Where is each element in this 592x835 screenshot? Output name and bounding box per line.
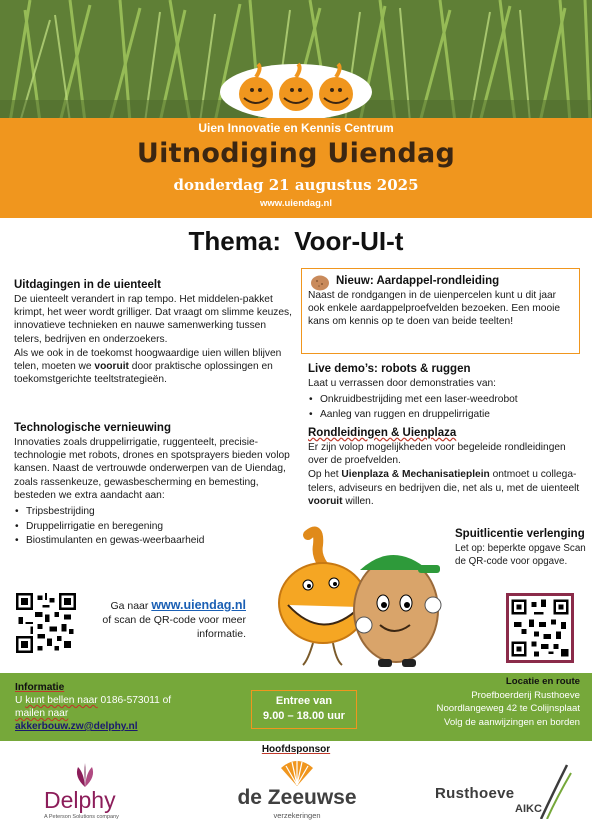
text-span: door praktische oplossingen en toekomstgerichte teeltstrategieën. <box>14 361 273 386</box>
website-link[interactable]: www.uiendag.nl <box>151 598 246 612</box>
main-sponsor-label <box>0 744 592 755</box>
text-span: willen. <box>342 495 374 507</box>
wheat-stalk-icon <box>537 763 573 819</box>
opening-hours-box <box>251 690 357 729</box>
section-heading: Rondleidingen & Uienplaza <box>308 427 457 439</box>
entree-label: Entree van <box>275 695 333 707</box>
organization-name: Uien Innovatie en Kennis Centrum <box>198 121 394 135</box>
paragraph <box>308 468 584 508</box>
header-url-link[interactable]: www.uiendag.nl <box>260 198 332 209</box>
zeeuwse-logo <box>230 758 364 824</box>
zeeuwse-name: de Zeeuwse <box>237 786 357 809</box>
entree-hours: 9.00 – 18.00 uur <box>263 710 345 722</box>
section-live-demos <box>308 362 584 423</box>
paragraph: Let op: beperkte opgave Scan de QR-code voor opgave. <box>455 543 586 568</box>
text-span: U <box>15 695 26 706</box>
delphy-tagline: A Peterson Solutions company <box>44 814 119 820</box>
uikc-logo <box>218 58 374 120</box>
delphy-leaf-icon <box>70 763 100 787</box>
delphy-logo <box>40 763 140 823</box>
list-item: • Onkruidbestrijding met een laser-weedrobot <box>308 393 584 406</box>
list-item: • Tripsbestrijding <box>14 505 300 518</box>
paragraph: De uienteelt verandert in rap tempo. Het middelen-pakket krimpt, het weer wordt grilliger. Dat vraagt om slimme keuzes, innovatieve technieken en nauwe samenwerking tussen telers, bedrijven en onderzoekers. <box>14 294 292 345</box>
bold-text: vooruit <box>308 495 343 507</box>
paragraph: Innovaties zoals druppelirrigatie, ruggenteelt, precisie-technologie met robots, drones en spotsprayers bieden volop kansen. Naast de vertrouwde onderwerpen van de Uiendag, zoals rassenkeuze, gewasbescherming en bemesting, besteden we extra aandacht aan: <box>14 437 290 501</box>
text-span: Ga naar <box>110 600 152 612</box>
section-spray-license <box>455 527 587 568</box>
aikc-name: AIKC <box>515 803 542 815</box>
text-span: Als we ook in de toekomst hoogwaardige uien willen blijven telen, moeten we <box>14 347 282 373</box>
section-heading: Technologische vernieuwing <box>14 422 171 434</box>
section-challenges <box>14 278 294 386</box>
text-span: of scan de QR-code voor meer informatie. <box>102 614 246 640</box>
paragraph: Er zijn volop mogelijkheden voor begeleide rondleidingen over de proefvelden. <box>308 442 566 467</box>
location-heading: Locatie en route <box>505 676 580 687</box>
text-span: Hoofdsponsor <box>261 744 331 755</box>
paragraph: Laat u verrassen door demonstraties van: <box>308 378 497 389</box>
shell-icon <box>277 758 317 786</box>
potato-icon <box>310 274 330 292</box>
text-span: 0186-573011 of <box>97 695 172 706</box>
list-item: • Druppelirrigatie en beregening <box>14 520 300 533</box>
rusthoeve-logo <box>435 763 575 823</box>
location-directions: Volg de aanwijzingen en borden <box>443 716 580 728</box>
section-heading: Spuitlicentie verlenging <box>455 528 585 540</box>
paragraph <box>14 347 294 387</box>
section-heading: Nieuw: Aardappel-rondleiding <box>336 275 500 287</box>
qr-instructions <box>80 598 246 641</box>
event-date: donderdag 21 augustus 2025 <box>173 176 419 194</box>
delphy-name: Delphy <box>44 787 116 813</box>
rusthoeve-name: Rusthoeve <box>435 785 515 802</box>
text-span: ontmoet u collega-telers, adviseurs en bedrijven die, net als u, met de uienteelt <box>308 469 580 494</box>
text-span: Op het <box>308 469 342 481</box>
section-technology <box>14 421 300 549</box>
demo-list <box>308 393 584 421</box>
list-item: • Biostimulanten en gewas-weerbaarheid <box>14 534 300 547</box>
section-heading: Live demo’s: robots & ruggen <box>308 363 471 375</box>
qr-code-frame <box>506 593 574 663</box>
qr-code-info[interactable] <box>16 593 76 653</box>
email-link[interactable]: akkerbouw.zw@delphy.nl <box>15 721 138 732</box>
contact-info <box>15 681 225 733</box>
info-text <box>15 694 225 720</box>
section-heading: Uitdagingen in de uienteelt <box>14 279 161 291</box>
bold-text: vooruit <box>94 361 129 373</box>
list-item: • Aanleg van ruggen en druppelirrigatie <box>308 408 584 421</box>
section-tours <box>308 426 584 508</box>
paragraph: Naast de rondgangen in de uienpercelen kunt u dit jaar ook enkele aardappelproefvelden bezoeken. Een mooie kans om kennis op te doen van beide teelten! <box>308 290 561 328</box>
zeeuwse-tagline: verzekeringen <box>273 811 321 820</box>
info-heading: Informatie <box>15 682 65 693</box>
location-address: Noordlangeweg 42 te Colijnsplaat <box>436 703 580 714</box>
topic-list <box>14 505 300 548</box>
location-info <box>380 675 580 729</box>
location-name: Proefboerderij Rusthoeve <box>471 689 580 701</box>
bold-text: Uienplaza & Mechanisatieplein <box>341 469 490 481</box>
theme-heading: Thema: Voor-UI-t <box>188 226 404 256</box>
text-span: mailen naar <box>15 708 69 719</box>
qr-code-spray-license[interactable] <box>509 596 571 660</box>
page-title: Uitnodiging Uiendag <box>136 138 456 169</box>
text-span: kunt bellen naar <box>25 695 98 706</box>
new-potato-tour-box <box>301 268 580 354</box>
onion-potato-mascots <box>268 525 454 673</box>
